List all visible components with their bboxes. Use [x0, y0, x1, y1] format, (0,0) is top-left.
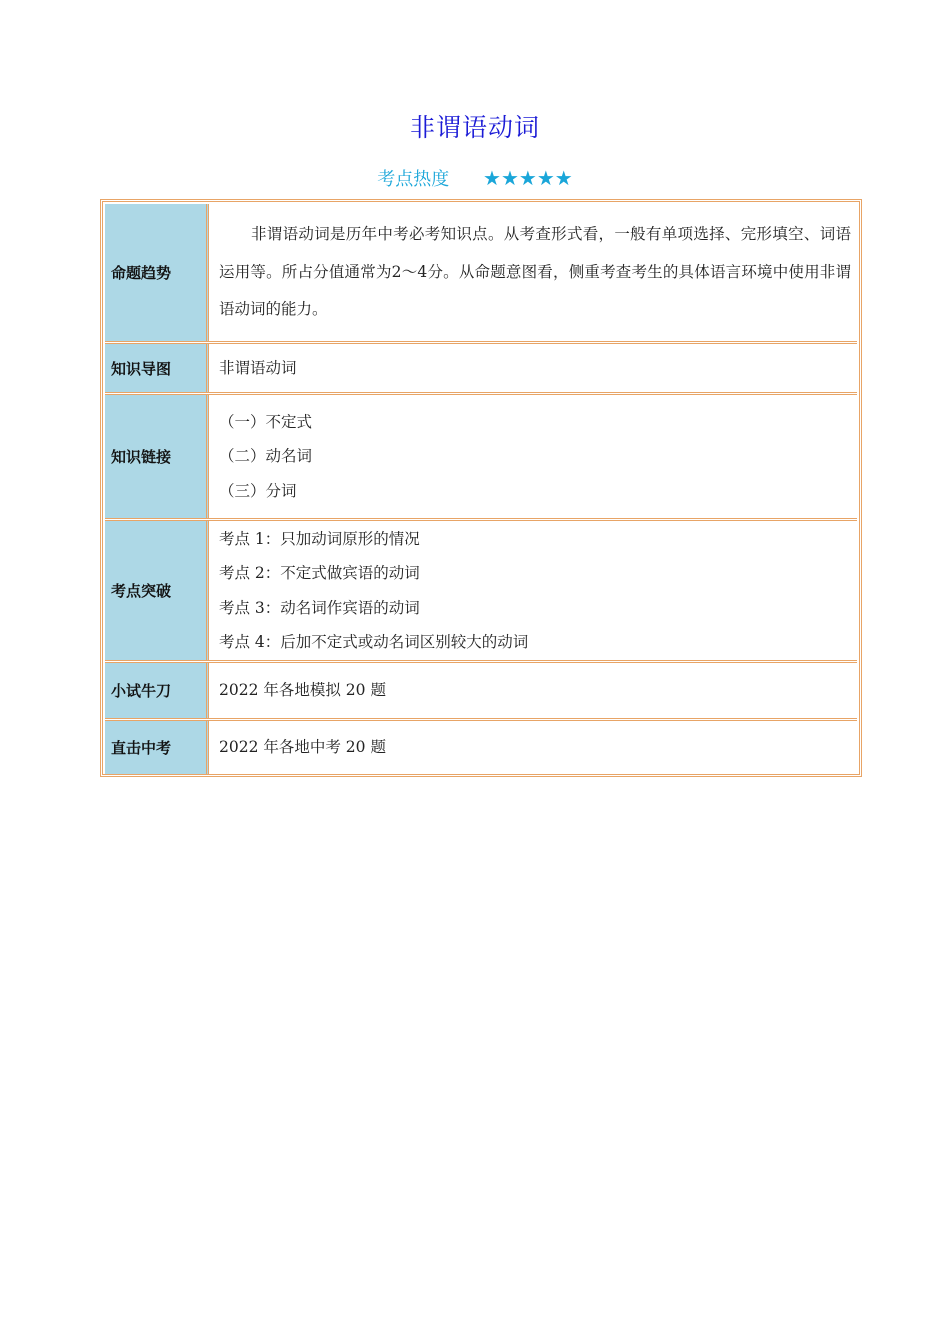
table-row-map [105, 344, 857, 395]
list-item: 考点 4：后加不定式或动名词区别较大的动词 [219, 633, 529, 651]
list-item: 考点 1：只加动词原形的情况 [219, 529, 420, 548]
row-header: 命题趋势 [105, 204, 209, 341]
row-header: 知识链接 [105, 395, 209, 518]
list-item: （二）动名词 [219, 447, 313, 466]
heat-label: 考点热度 [377, 169, 450, 190]
table-row-links [105, 395, 857, 521]
row-header: 直击中考 [105, 721, 209, 774]
list-item: （一）不定式 [219, 412, 313, 431]
table-row-practice [105, 663, 857, 721]
overview-table [100, 199, 862, 777]
list-item: 2022 年各地中考 20 题 [219, 738, 386, 757]
table-row-exam [105, 721, 857, 774]
list-item: （三）分词 [219, 481, 297, 500]
heat-rating [0, 165, 950, 191]
row-header: 考点突破 [105, 521, 209, 660]
table-row-trend [105, 204, 857, 344]
list-item: 考点 3：动名词作宾语的动词 [219, 598, 420, 617]
list-item: 2022 年各地模拟 20 题 [219, 681, 386, 700]
trend-paragraph: 非谓语动词是历年中考必考知识点。从考查形式看，一般有单项选择、完形填空、词语运用等。所占分值通常为2～4分。从命题意图看，侧重考查考生的具体语言环境中使用非谓语动词的能力。 [219, 225, 851, 319]
row-header: 小试牛刀 [105, 663, 209, 718]
row-header: 知识导图 [105, 344, 209, 392]
star-rating-icon: ★★★★★ [483, 166, 573, 190]
list-item: 考点 2：不定式做宾语的动词 [219, 564, 420, 582]
list-item: 非谓语动词 [219, 358, 297, 377]
page-title: 非谓语动词 [409, 113, 540, 142]
table-row-points [105, 521, 857, 663]
